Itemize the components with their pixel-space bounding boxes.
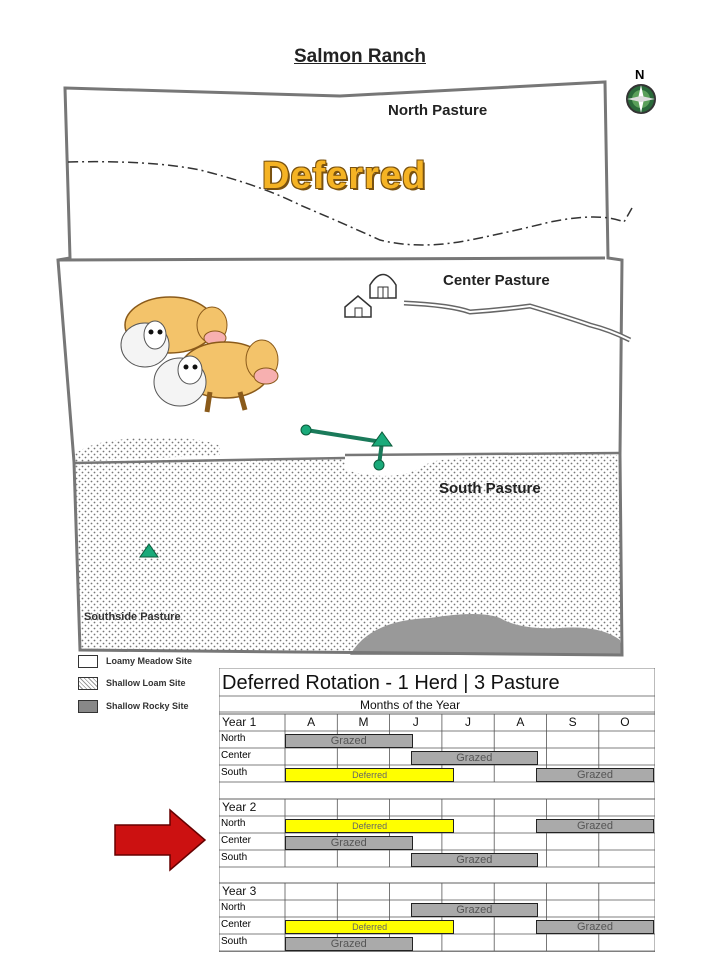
southside-pasture-label: Southside Pasture xyxy=(84,611,181,623)
grazed-bar: Grazed xyxy=(285,734,413,748)
grazed-bar: Grazed xyxy=(536,819,654,833)
pasture-row-label: North xyxy=(221,733,246,744)
month-label: O xyxy=(620,715,630,729)
legend-label: Shallow Rocky Site xyxy=(106,701,189,711)
month-label: S xyxy=(568,715,577,729)
grazed-bar: Grazed xyxy=(411,751,539,765)
grazed-bar: Grazed xyxy=(536,920,654,934)
months-title: Months of the Year xyxy=(360,698,461,712)
month-label: J xyxy=(412,715,419,729)
legend-item xyxy=(78,698,189,714)
month-label: A xyxy=(307,715,316,729)
north-pasture-label: North Pasture xyxy=(388,102,488,119)
grazed-bar: Grazed xyxy=(285,937,413,951)
deferred-bar: Deferred xyxy=(285,819,454,833)
pasture-row-label: South xyxy=(221,936,248,947)
deferred-bar: Deferred xyxy=(285,920,454,934)
pasture-row-label: North xyxy=(221,902,246,913)
compass-icon xyxy=(627,85,655,113)
south-pasture-label: South Pasture xyxy=(439,480,541,497)
shallow-loam-area xyxy=(74,438,220,462)
grazed-bar: Grazed xyxy=(411,853,539,867)
shallow-loam-swatch xyxy=(78,677,98,690)
livestock-illustration xyxy=(121,297,278,412)
compass-letter: N xyxy=(635,67,645,82)
center-pasture-label: Center Pasture xyxy=(443,272,550,289)
schedule-title-main: Deferred Rotation - xyxy=(222,672,398,694)
year-label: Year 3 xyxy=(222,884,257,898)
legend-item xyxy=(78,653,192,669)
pasture-row-label: Center xyxy=(221,835,252,846)
month-label: A xyxy=(516,715,525,729)
legend-label: Shallow Loam Site xyxy=(106,678,186,688)
deferred-bar: Deferred xyxy=(285,768,454,782)
house-icon xyxy=(345,296,371,317)
water-point xyxy=(301,425,311,435)
month-label: M xyxy=(358,715,369,729)
pasture-row-label: Center xyxy=(221,919,252,930)
water-point xyxy=(374,460,384,470)
year-label: Year 2 xyxy=(222,800,257,814)
pasture-row-label: South xyxy=(221,767,248,778)
pasture-row-label: South xyxy=(221,852,248,863)
pasture-row-label: Center xyxy=(221,750,252,761)
current-year-arrow xyxy=(115,810,205,870)
legend-item xyxy=(78,675,186,691)
map-title: Salmon Ranch xyxy=(294,46,426,67)
grazed-bar: Grazed xyxy=(411,903,539,917)
barn-icon xyxy=(370,275,396,299)
shallow-rocky-swatch xyxy=(78,700,98,713)
deferred-status-label: Deferred xyxy=(262,155,427,197)
grazed-bar: Grazed xyxy=(285,836,413,850)
grazed-bar: Grazed xyxy=(536,768,654,782)
schedule-title xyxy=(222,672,560,695)
year-label: Year 1 xyxy=(222,715,257,729)
loamy-swatch xyxy=(78,655,98,668)
month-label: J xyxy=(465,715,472,729)
schedule-title-sub: 1 Herd | 3 Pasture xyxy=(397,672,560,694)
pasture-row-label: North xyxy=(221,818,246,829)
legend-label: Loamy Meadow Site xyxy=(106,656,193,666)
